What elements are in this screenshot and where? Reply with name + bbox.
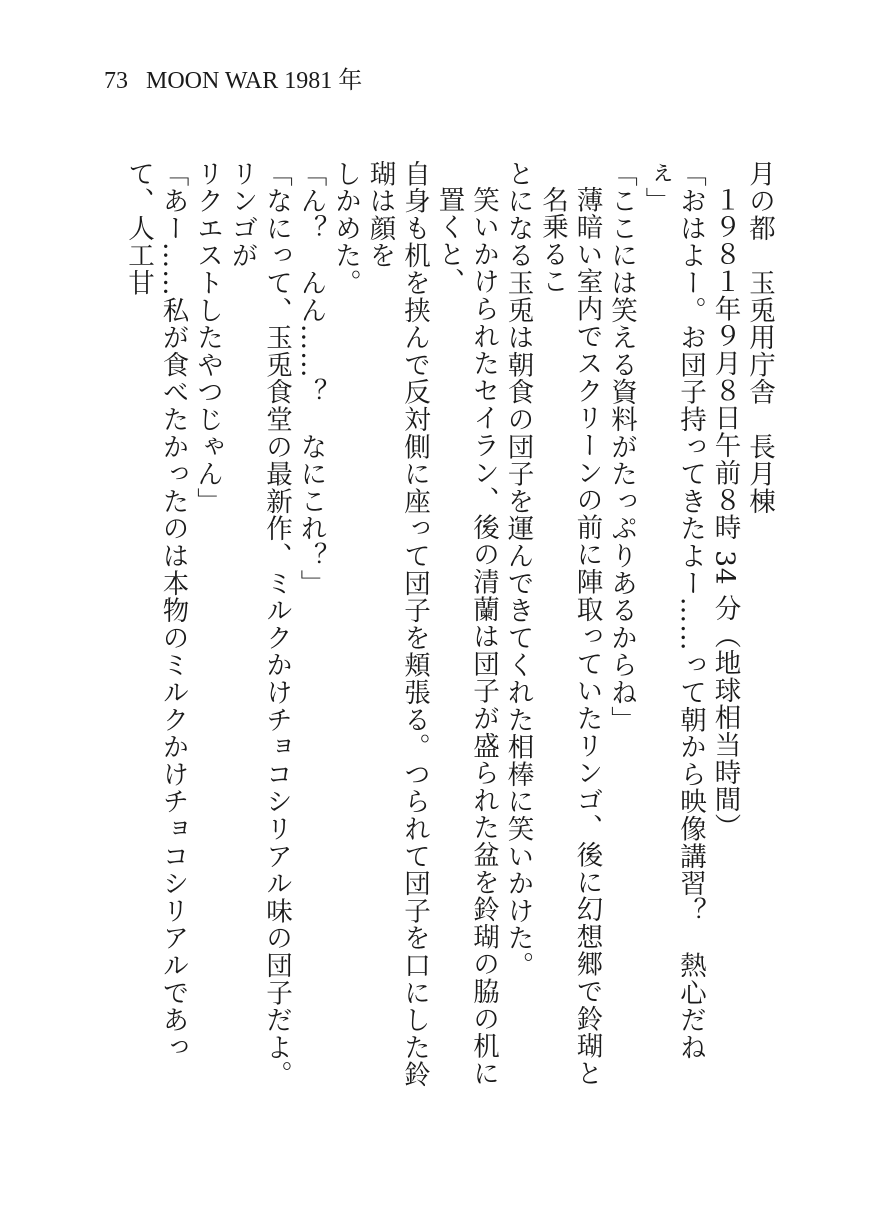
running-header	[104, 66, 362, 96]
text-line: リクエストしたやつじゃん」	[192, 160, 223, 515]
page-number: 73	[104, 68, 128, 94]
text-line: 「あー……私が食べたかったのは本物のミルクかけチョコシリアルであって、人工甘	[123, 160, 189, 1061]
running-title: MOON WAR 1981 年	[146, 68, 363, 94]
text-line: 笑いかけられたセイラン、後の清蘭は団子が盛られた盆を鈴瑚の脇の机に置くと、	[433, 186, 499, 1087]
text-line: 「ここには笑える資料がたっぷりあるからね」	[606, 160, 637, 734]
text-line: しかめた。	[330, 160, 361, 297]
text-line: 「おはよー。お団子持ってきたよー……って朝から映像講習？ 熱心だねぇ」	[640, 160, 706, 1061]
text-line: 「なにって、玉兎食堂の最新作、ミルクかけチョコシリアル味の団子だよ。リンゴが	[226, 160, 292, 1089]
text-line: 自身も机を挟んで反対側に座って団子を頬張る。つられて団子を口にした鈴瑚は顔を	[364, 160, 430, 1089]
text-line: 「ん？ んん……？ なにこれ？」	[295, 160, 327, 597]
text-line-datetime: １９８１年９月８日午前８時 34 分（地球相当時間）	[709, 186, 741, 841]
text-line: とになる玉兎は朝食の団子を運んできてくれた相棒に笑いかけた。	[502, 160, 534, 979]
vertical-body-text	[96, 160, 776, 1100]
text-line: 薄暗い室内でスクリーンの前に陣取っていたリンゴ、後に幻想郷で鈴瑚と名乗るこ	[537, 186, 603, 1087]
text-line-location: 月の都 玉兎用庁舎 長月棟	[744, 160, 775, 515]
